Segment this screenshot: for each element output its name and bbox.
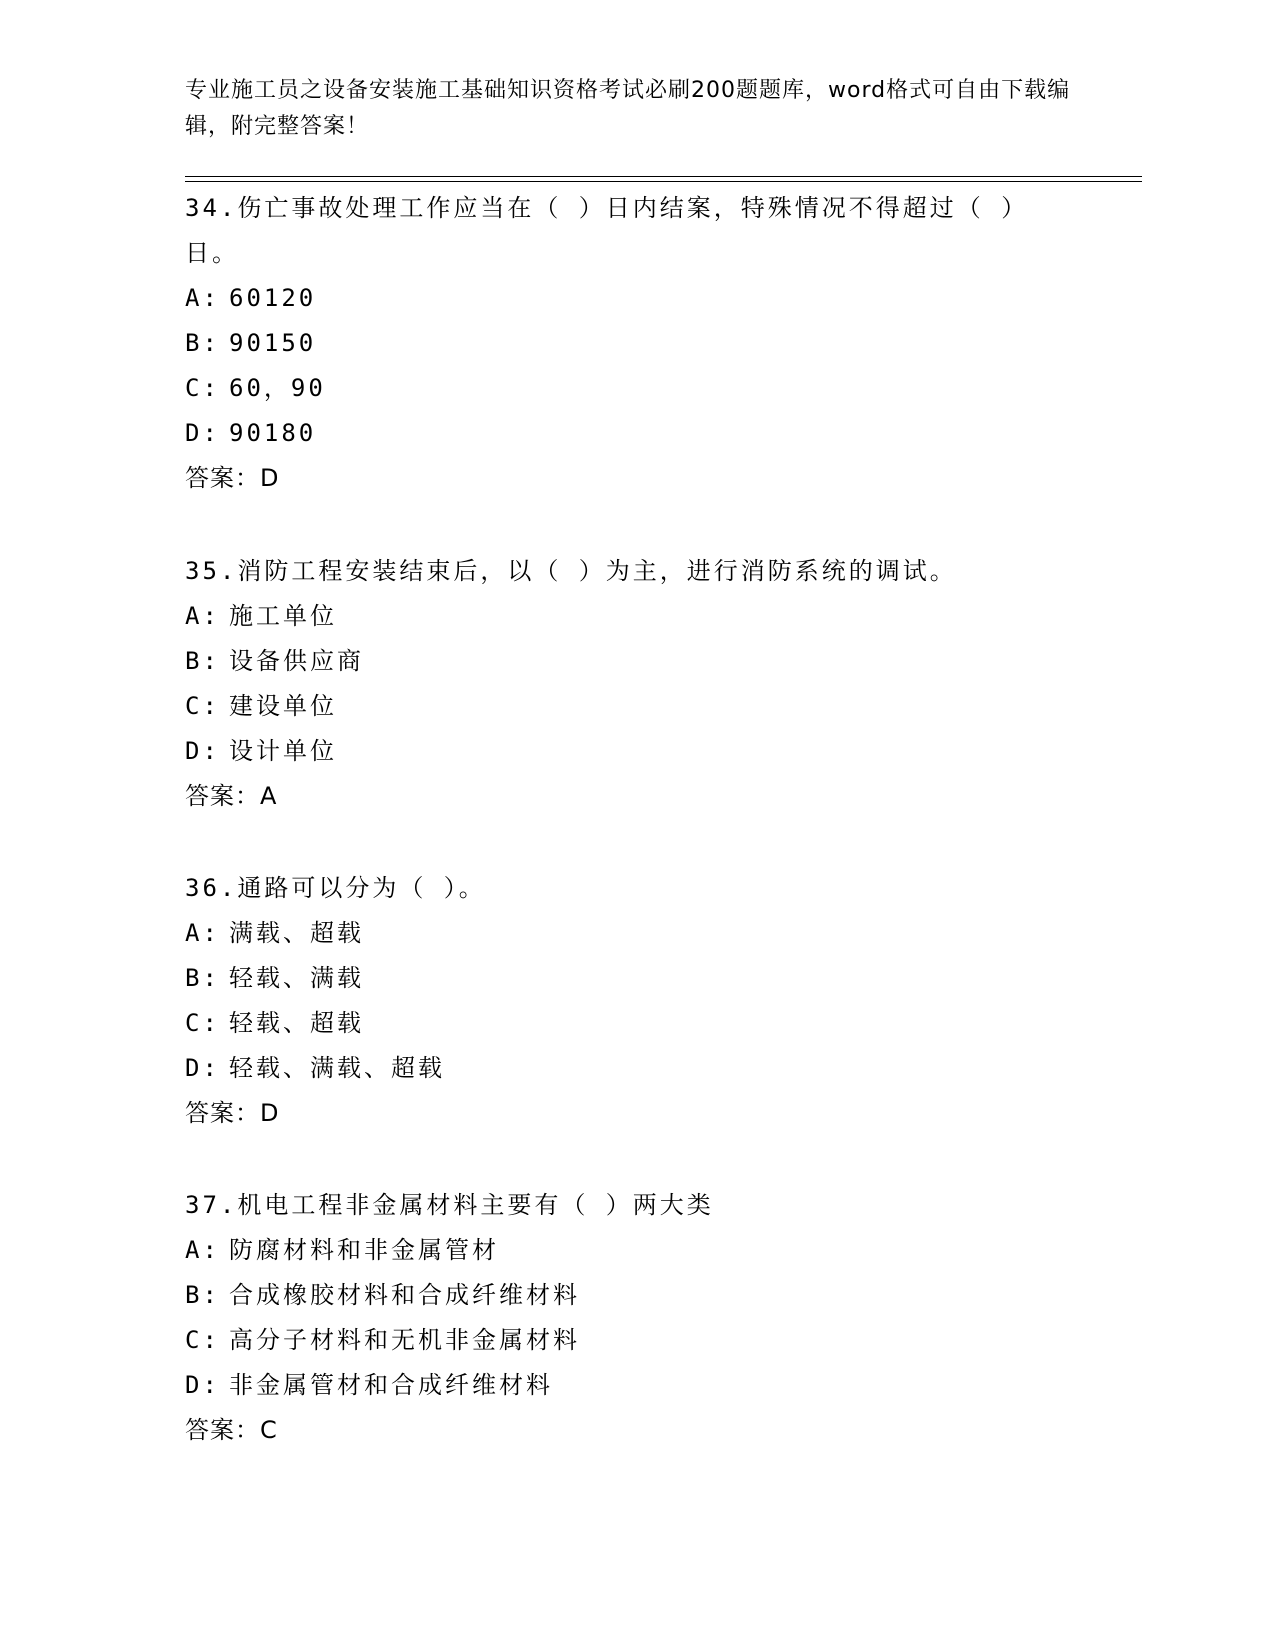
option-d: [185, 411, 1065, 456]
option-text: 满载、超载: [229, 919, 364, 947]
option-text: 设备供应商: [229, 647, 364, 675]
option-text: 60，90: [229, 374, 326, 402]
answer-line: 答案：A: [185, 782, 278, 810]
option-d: [185, 1363, 1065, 1408]
option-b: [185, 639, 1065, 684]
option-text: 轻载、满载、超载: [229, 1054, 445, 1082]
question-stem: 37.机电工程非金属材料主要有（ ）两大类: [185, 1191, 714, 1219]
option-text: 60120: [229, 284, 317, 312]
option-text: 90150: [229, 329, 317, 357]
option-key: B:: [185, 329, 220, 357]
option-key: A:: [185, 919, 220, 947]
option-b: [185, 1273, 1065, 1318]
option-key: B:: [185, 1281, 220, 1309]
option-key: D:: [185, 419, 220, 447]
question-stem: 35.消防工程安装结束后，以（ ）为主，进行消防系统的调试。: [185, 557, 957, 585]
header-divider-top: [185, 176, 1142, 177]
option-b: [185, 956, 1065, 1001]
option-text: 设计单位: [229, 737, 337, 765]
option-text: 防腐材料和非金属管材: [229, 1236, 499, 1264]
option-c: [185, 1318, 1065, 1363]
question-37: [185, 1183, 1065, 1453]
option-key: D:: [185, 1371, 220, 1399]
option-text: 轻载、超载: [229, 1009, 364, 1037]
option-key: D:: [185, 737, 220, 765]
question-stem: 34.伤亡事故处理工作应当在（ ）日内结案，特殊情况不得超过（ ）日。: [185, 194, 1029, 267]
option-key: A:: [185, 602, 220, 630]
option-c: [185, 366, 1065, 411]
option-key: C:: [185, 1009, 220, 1037]
option-text: 90180: [229, 419, 317, 447]
option-a: [185, 276, 1065, 321]
option-text: 合成橡胶材料和合成纤维材料: [229, 1281, 580, 1309]
answer-line: 答案：D: [185, 1099, 280, 1127]
answer-line: 答案：C: [185, 1416, 278, 1444]
option-text: 非金属管材和合成纤维材料: [229, 1371, 553, 1399]
option-a: [185, 594, 1065, 639]
option-key: B:: [185, 647, 220, 675]
option-key: B:: [185, 964, 220, 992]
option-d: [185, 729, 1065, 774]
option-key: A:: [185, 1236, 220, 1264]
question-35: [185, 549, 1065, 819]
option-key: A:: [185, 284, 220, 312]
option-c: [185, 684, 1065, 729]
option-text: 高分子材料和无机非金属材料: [229, 1326, 580, 1354]
option-a: [185, 1228, 1065, 1273]
header-divider-bottom: [185, 181, 1142, 182]
document-header: 专业施工员之设备安装施工基础知识资格考试必刷200题题库，word格式可自由下载编辑，附完整答案！: [185, 78, 1071, 139]
option-key: C:: [185, 692, 220, 720]
option-a: [185, 911, 1065, 956]
option-key: C:: [185, 374, 220, 402]
option-key: C:: [185, 1326, 220, 1354]
option-c: [185, 1001, 1065, 1046]
answer-line: 答案：D: [185, 464, 280, 492]
question-34: [185, 186, 1065, 501]
option-text: 建设单位: [229, 692, 337, 720]
option-d: [185, 1046, 1065, 1091]
option-text: 轻载、满载: [229, 964, 364, 992]
question-stem: 36.通路可以分为（ ）。: [185, 874, 486, 902]
question-36: [185, 866, 1065, 1136]
option-b: [185, 321, 1065, 366]
option-key: D:: [185, 1054, 220, 1082]
option-text: 施工单位: [229, 602, 337, 630]
